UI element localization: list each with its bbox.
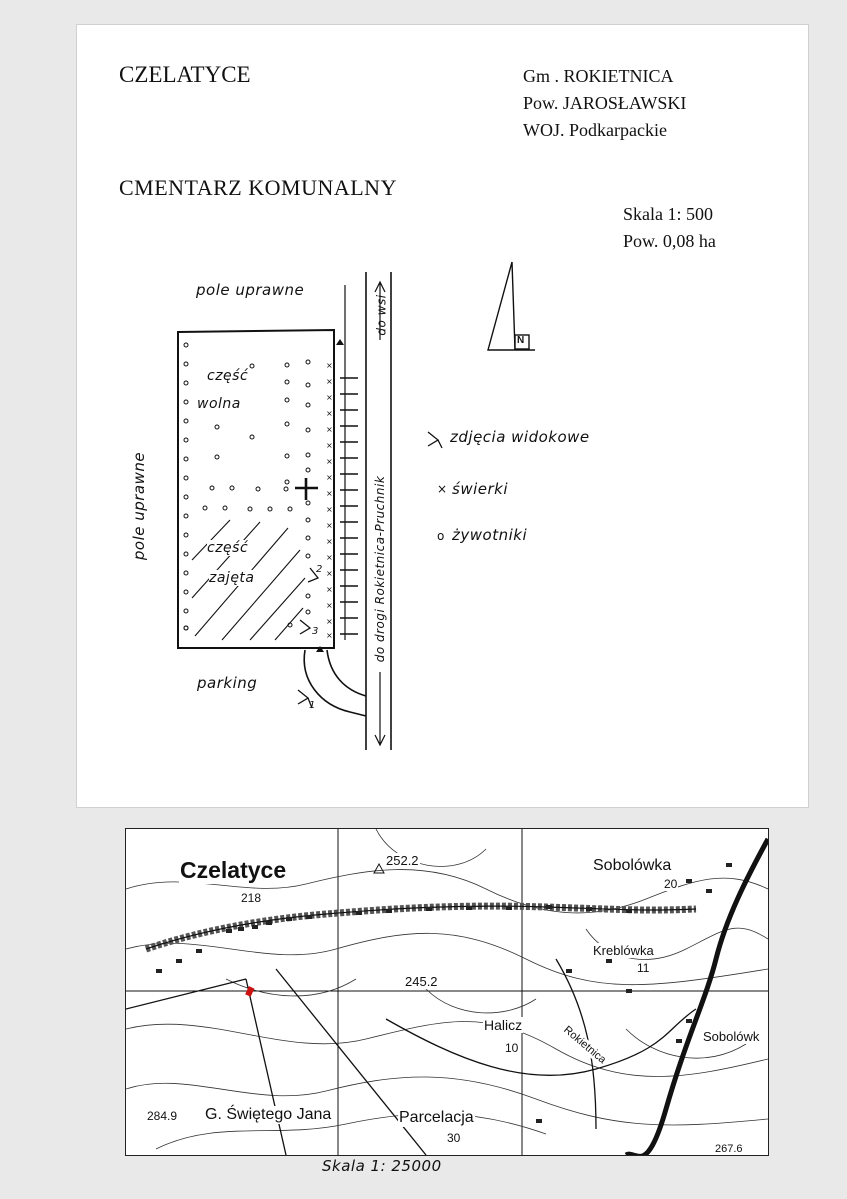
svg-text:×: ×	[326, 601, 333, 610]
free-part-label-2: wolna	[197, 396, 241, 412]
svg-text:×: ×	[326, 489, 333, 498]
wojewodztwo-label: WOJ. Podkarpackie	[523, 120, 667, 140]
map-halicz-label: Halicz	[484, 1017, 523, 1033]
map-scale-label: Skala 1: 25000	[322, 1157, 442, 1175]
map-rokietnica-road-label: Rokietnica	[561, 1023, 609, 1067]
map-hill-label: G. Świętego Jana	[205, 1106, 332, 1123]
svg-text:×: ×	[326, 553, 333, 562]
svg-text:×: ×	[326, 569, 333, 578]
triangulation-point	[374, 864, 384, 873]
photo-number-3: 3	[312, 626, 319, 637]
gmina-label: Gm . ROKIETNICA	[523, 66, 674, 86]
svg-text:×: ×	[326, 505, 333, 514]
north-arrow	[488, 262, 535, 350]
topographic-map	[125, 828, 769, 1156]
map-elev-2452: 245.2	[405, 974, 438, 989]
spruce-row	[326, 361, 333, 640]
svg-text:×: ×	[326, 377, 333, 386]
parking-label: parking	[197, 674, 258, 692]
svg-text:×: ×	[326, 409, 333, 418]
svg-text:×: ×	[326, 473, 333, 482]
svg-text:×: ×	[326, 361, 333, 370]
gate-marker-top	[336, 339, 344, 345]
legend-thujas-label: żywotniki	[452, 526, 528, 544]
main-road-label: do drogi Rokietnica-Pruchnik	[373, 475, 387, 663]
powiat-label: Pow. JAROSŁAWSKI	[523, 93, 687, 113]
svg-text:×: ×	[326, 537, 333, 546]
map-halicz-number: 10	[505, 1041, 519, 1055]
svg-text:×: ×	[326, 617, 333, 626]
map-elev-2522: 252.2	[386, 853, 419, 868]
map-sobolowka-label: Sobolówka	[593, 857, 672, 874]
map-kreblowka-label: Kreblówka	[593, 943, 654, 958]
road-to-village-label: do wsi	[374, 294, 389, 336]
legend-photos-label: zdjęcia widokowe	[450, 428, 590, 446]
occupied-part-label-1: część	[207, 540, 249, 556]
fence-dashes	[340, 378, 358, 634]
svg-text:×: ×	[326, 441, 333, 450]
svg-text:×: ×	[326, 521, 333, 530]
free-part-label-1: część	[207, 368, 249, 384]
area-label: Pow. 0,08 ha	[623, 231, 716, 251]
village-title: CZELATYCE	[119, 62, 251, 87]
photo-number-1: 1	[309, 700, 316, 711]
map-sobolowka-right-label: Sobolówk	[703, 1029, 760, 1044]
map-village-label: Czelatyce	[180, 857, 287, 883]
subject-title: CMENTARZ KOMUNALNY	[119, 175, 397, 200]
field-left-label: pole uprawne	[130, 451, 149, 561]
svg-text:×: ×	[326, 585, 333, 594]
photo-number-2: 2	[316, 564, 323, 575]
north-label: N	[517, 335, 525, 346]
scale-label: Skala 1: 500	[623, 204, 713, 224]
map-sobolowka-number: 20	[664, 877, 678, 891]
map-elev-2849: 284.9	[147, 1109, 178, 1123]
map-elev-2676: 267.6	[715, 1143, 743, 1155]
field-top-label: pole uprawne	[196, 281, 305, 299]
map-elev-218: 218	[241, 891, 262, 905]
map-kreblowka-number: 11	[637, 961, 650, 975]
svg-text:×: ×	[326, 425, 333, 434]
legend-spruces-label: świerki	[452, 480, 508, 498]
svg-text:×: ×	[326, 631, 333, 640]
entrance-path-inner	[327, 650, 366, 696]
main-road-line	[626, 839, 768, 1155]
occupied-part-label-2: zajęta	[209, 570, 255, 586]
svg-text:×: ×	[326, 393, 333, 402]
legend-thuja-symbol: o	[437, 529, 445, 543]
map-parcelacja-label: Parcelacja	[399, 1109, 474, 1126]
legend-spruce-symbol: ×	[437, 482, 448, 496]
cross-symbol	[295, 478, 318, 500]
thuja-marks	[184, 343, 310, 630]
map-parcelacja-number: 30	[447, 1131, 461, 1145]
svg-text:×: ×	[326, 457, 333, 466]
